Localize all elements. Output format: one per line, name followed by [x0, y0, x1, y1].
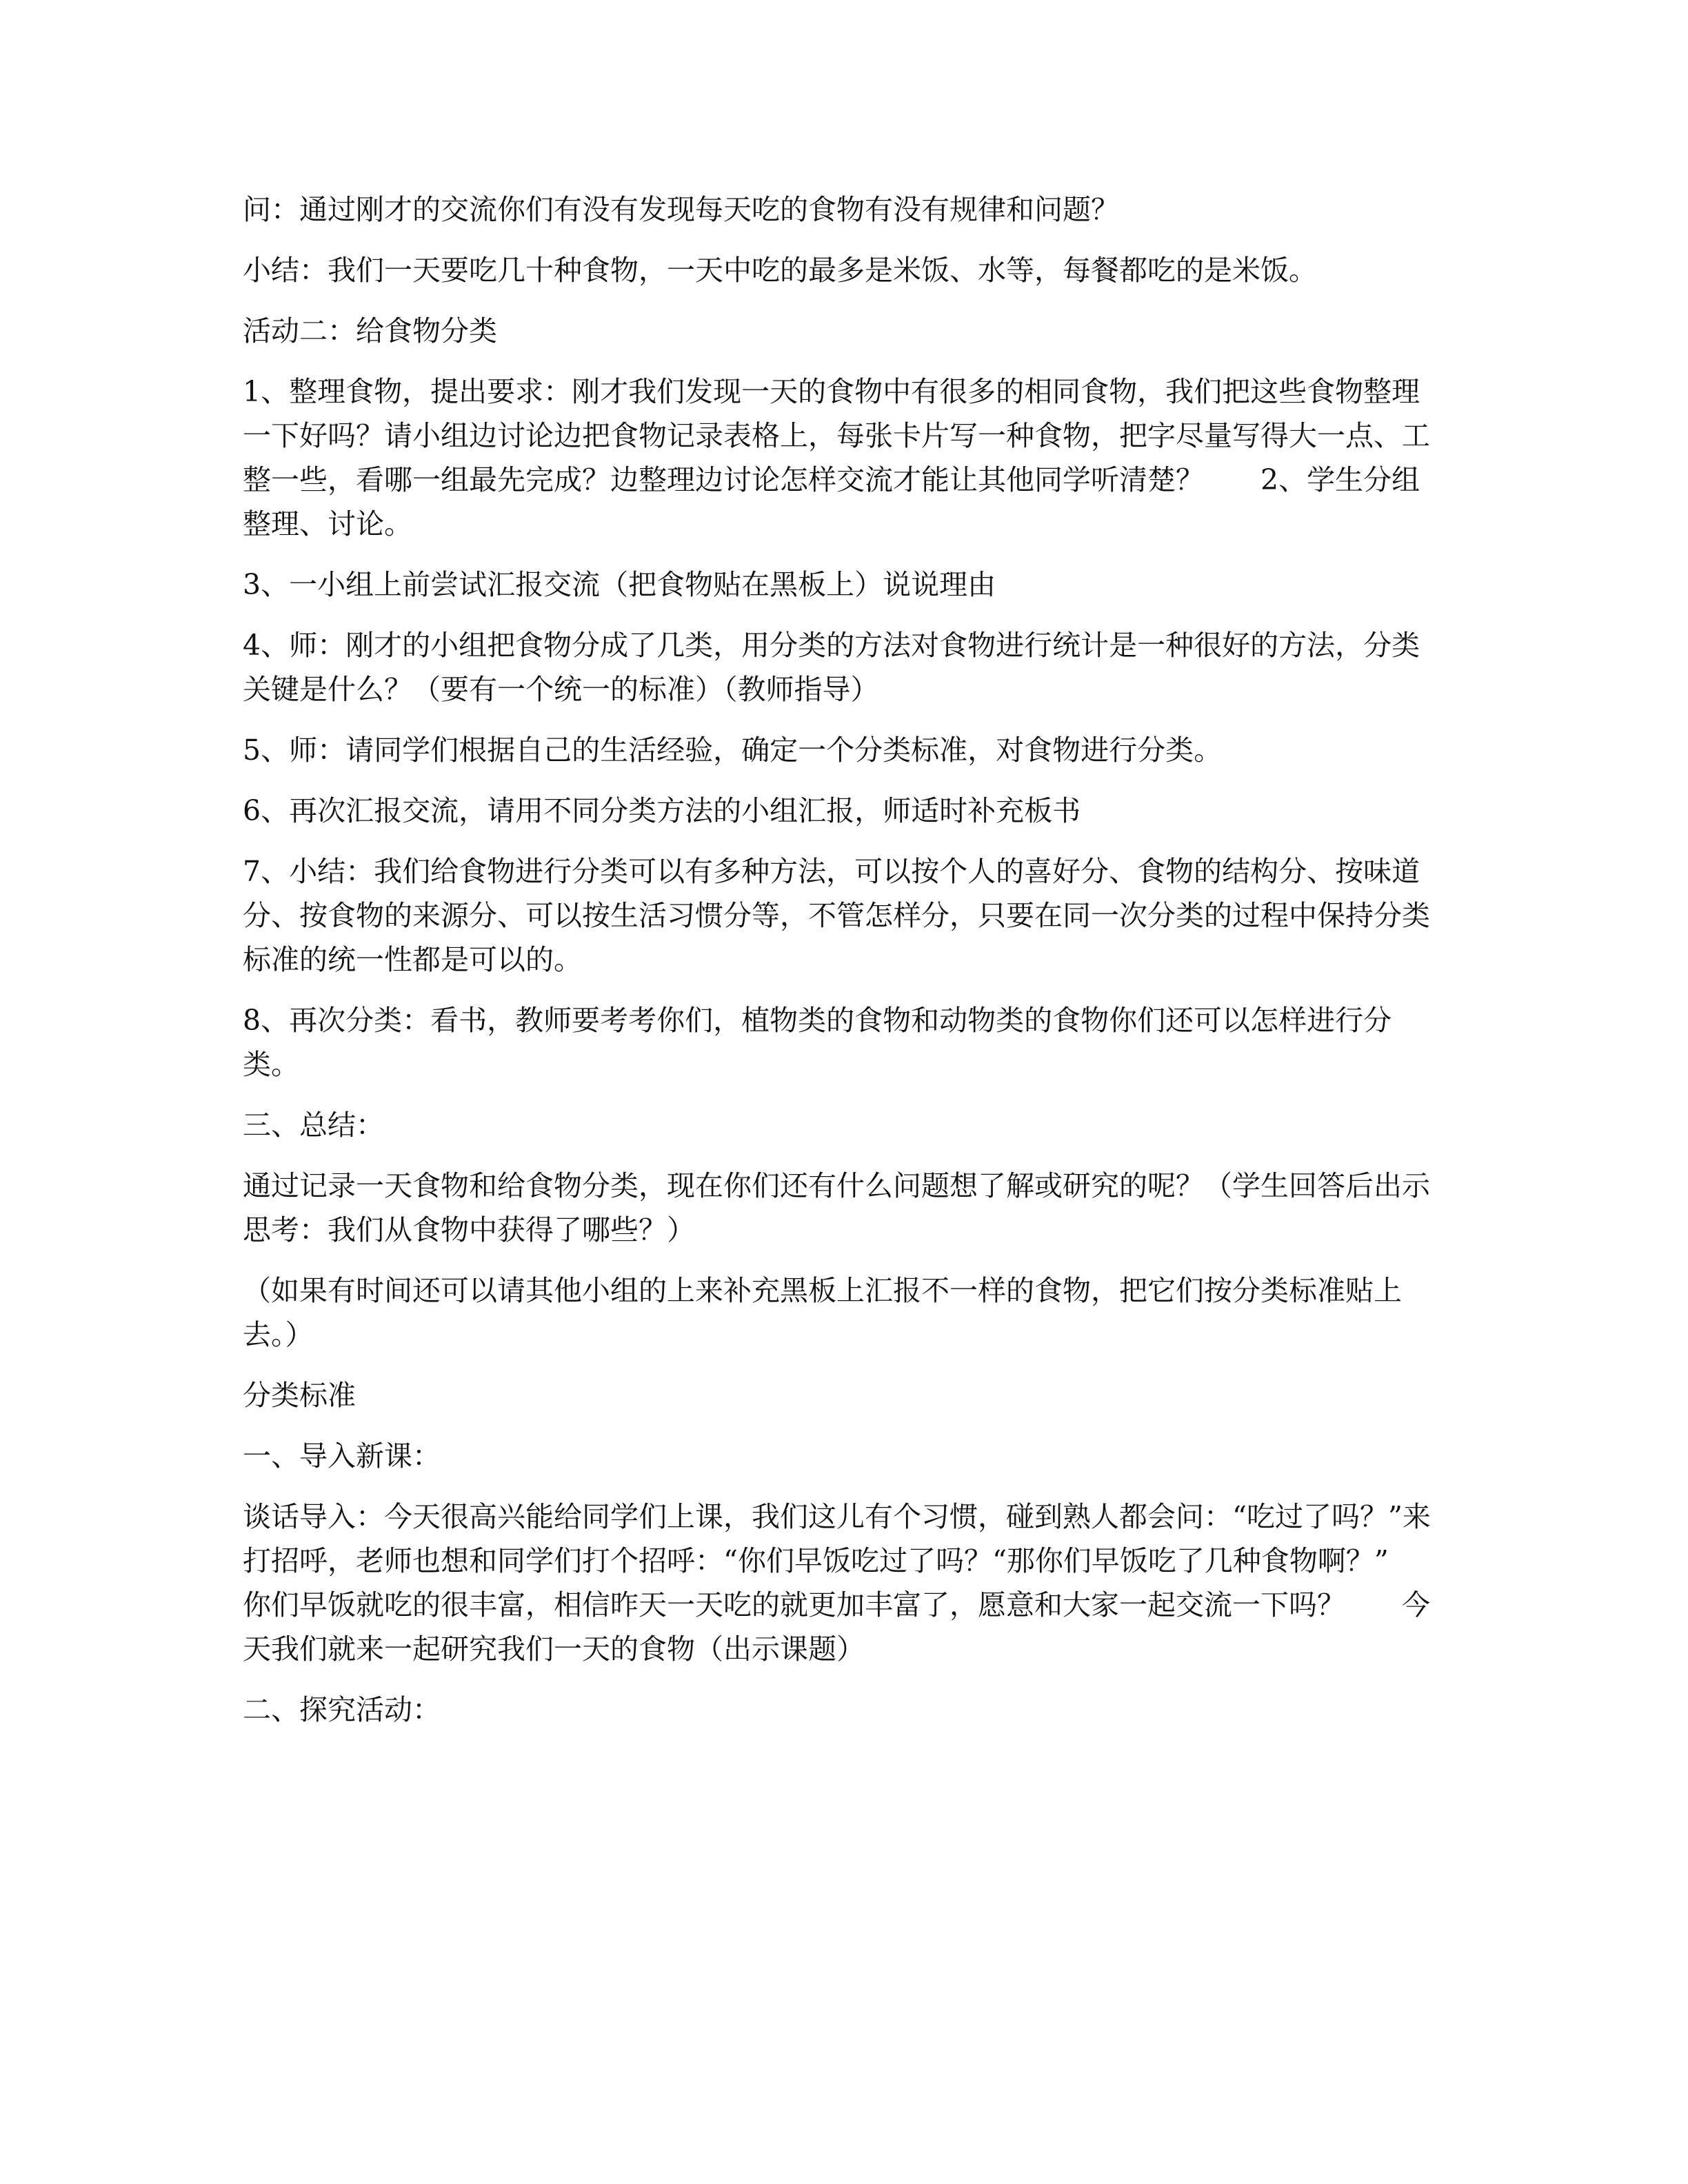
paragraph-conclusion: 通过记录一天食物和给食物分类，现在你们还有什么问题想了解或研究的呢？（学生回答后出示思考：我们从食物中获得了哪些？）	[243, 1169, 1430, 1246]
heading-conclusion: 三、总结：	[243, 1109, 384, 1142]
heading-activity-two: 活动二：给食物分类	[243, 314, 497, 347]
paragraph-step-5: 5、师：请同学们根据自己的生活经验，确定一个分类标准，对食物进行分类。	[243, 734, 1223, 767]
paragraph-step-3: 3、一小组上前尝试汇报交流（把食物贴在黑板上）说说理由	[243, 568, 996, 601]
paragraph-question: 问：通过刚才的交流你们有没有发现每天吃的食物有没有规律和问题？	[243, 193, 1119, 226]
paragraph-step-4: 4、师：刚才的小组把食物分成了几类，用分类的方法对食物进行统计是一种很好的方法，分类关键是什么？（要有一个统一的标准）（教师指导）	[243, 629, 1420, 706]
paragraph-step-6: 6、再次汇报交流，请用不同分类方法的小组汇报，师适时补充板书	[243, 794, 1081, 827]
paragraph-step-8: 8、再次分类：看书，教师要考考你们，植物类的食物和动物类的食物你们还可以怎样进行分类。	[243, 1004, 1392, 1081]
heading-introduction: 一、导入新课：	[243, 1439, 441, 1473]
heading-classification-standard: 分类标准	[243, 1379, 356, 1412]
paragraph-step-7: 7、小结：我们给食物进行分类可以有多种方法，可以按个人的喜好分、食物的结构分、按味道分、按食物的来源分、可以按生活习惯分等，不管怎样分，只要在同一次分类的过程中保持分类标准的统一性都是可以的。	[243, 855, 1430, 976]
document-page	[243, 188, 1443, 1748]
paragraph-summary-1: 小结：我们一天要吃几十种食物，一天中吃的最多是米饭、水等，每餐都吃的是米饭。	[243, 254, 1317, 287]
paragraph-note: （如果有时间还可以请其他小组的上来补充黑板上汇报不一样的食物，把它们按分类标准贴上去。）	[243, 1274, 1402, 1351]
heading-inquiry-activity: 二、探究活动：	[243, 1693, 441, 1726]
paragraph-step-1: 1、整理食物，提出要求：刚才我们发现一天的食物中有很多的相同食物，我们把这些食物整理一下好吗？请小组边讨论边把食物记录表格上，每张卡片写一种食物，把字尽量写得大一点、工整一些，看哪一组最先完成？边整理边讨论怎样交流才能让其他同学听清楚？ 2、学生分组整理、讨论。	[243, 375, 1430, 540]
paragraph-introduction: 谈话导入：今天很高兴能给同学们上课，我们这儿有个习惯，碰到熟人都会问：“吃过了吗？”来打招呼，老师也想和同学们打个招呼：“你们早饭吃过了吗？“那你们早饭吃了几种食物啊？” 你们早饭就吃的很丰富，相信昨天一天吃的就更加丰富了，愿意和大家一起交流一下吗？ 今天我们就来一起研究我们一天的食物（出示课题）	[243, 1500, 1445, 1666]
